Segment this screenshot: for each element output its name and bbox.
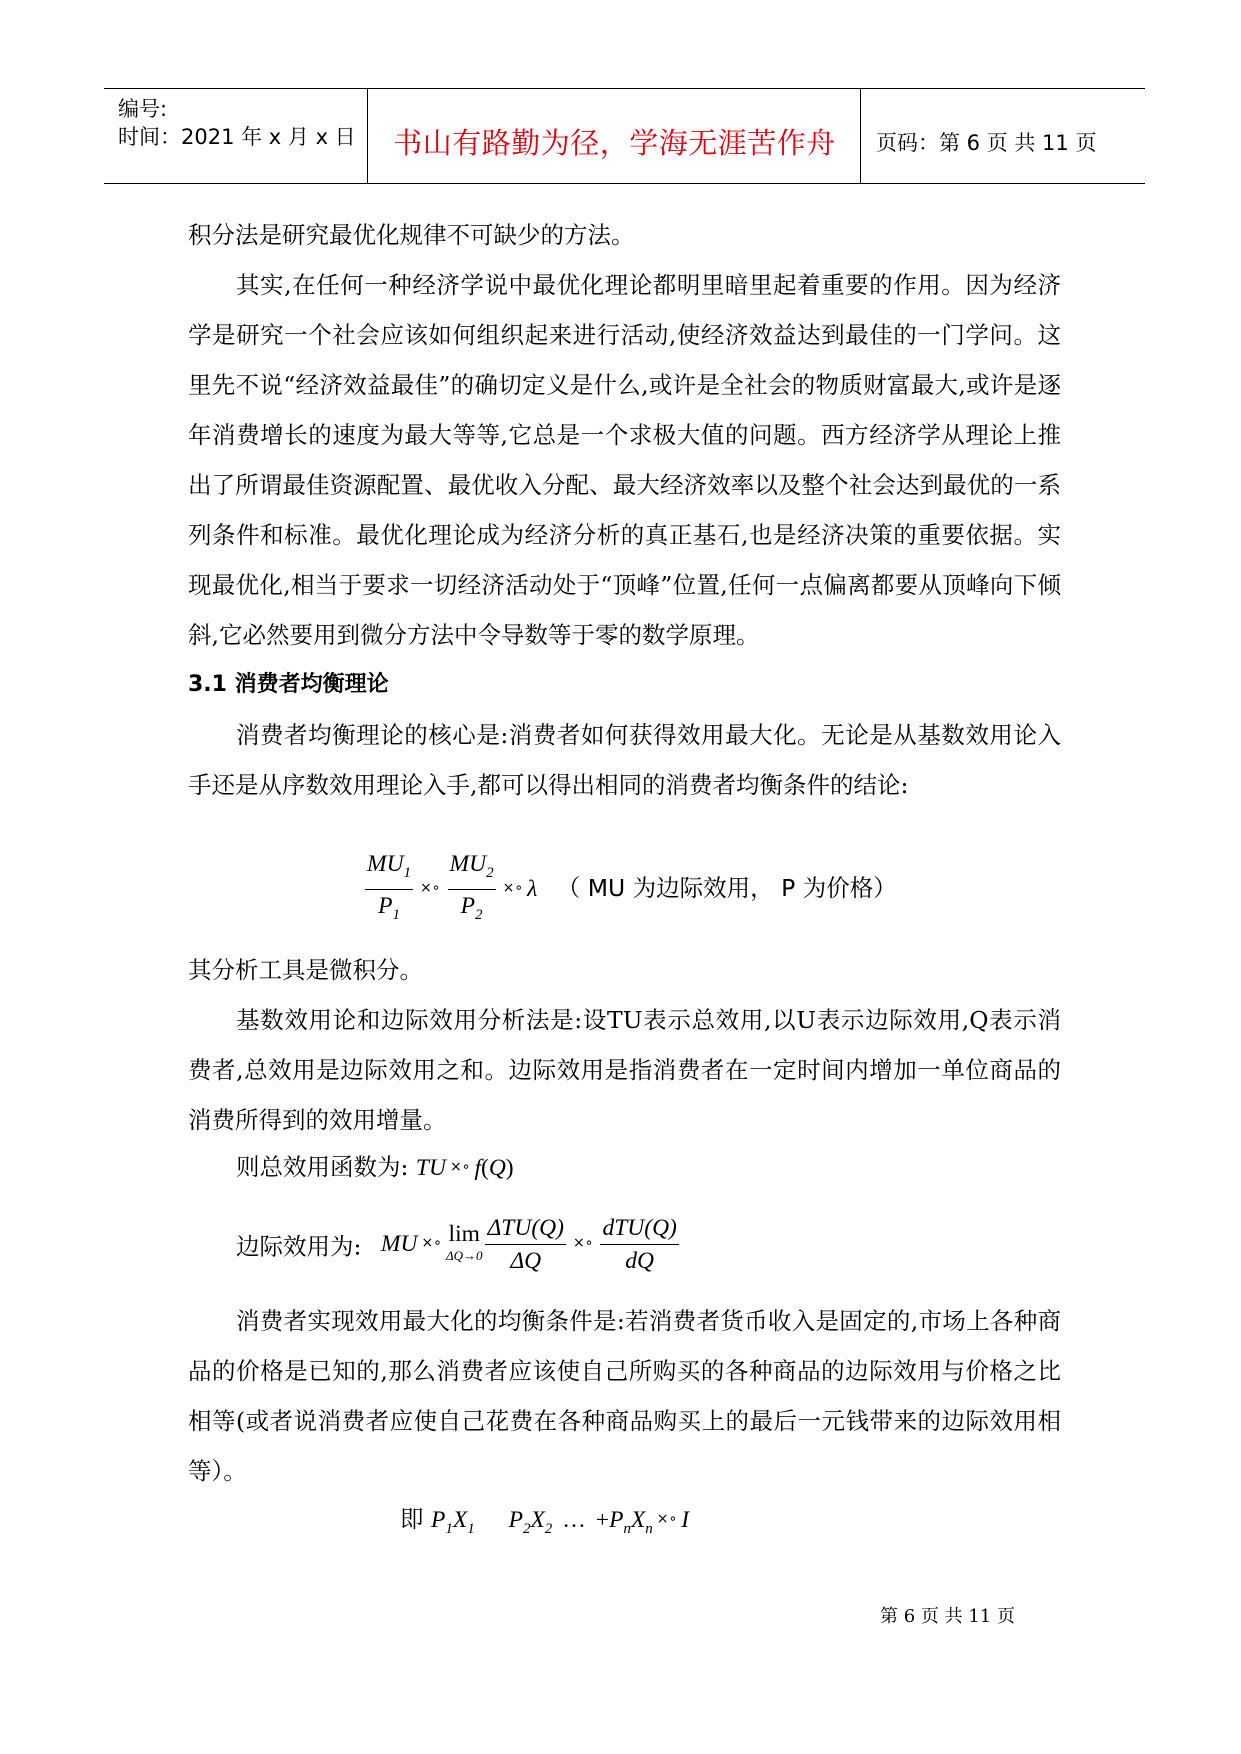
paragraph: 基数效用论和边际效用分析法是:设TU表示总效用,以U表示边际效用,Q表示消费者,总效用是边际效用之和。边际效用是指消费者在一定时间内增加一单位商品的消费所得到的效用增量。: [188, 1006, 1061, 1134]
section-heading: 3.1 消费者均衡理论: [188, 672, 389, 697]
header-meta: [104, 89, 368, 183]
motto: 书山有路勤为径，学海无涯苦作舟: [393, 126, 836, 160]
fraction: $\frac{\text{dTU(Q)}}{dQ}$: [600, 1212, 678, 1277]
document-body-3: [188, 1296, 1061, 1496]
fraction: $\frac{MU_2}{P_2}$: [448, 848, 496, 931]
paragraph: 消费者实现效用最大化的均衡条件是:若消费者货币收入是固定的,市场上各种商品的价格是已知的,那么消费者应该使自己所购买的各种商品的边际效用与价格之比相等(或者说消费者应使自己花费在各种商品购买上的最后一元钱带来的边际效用相等）。: [188, 1307, 1061, 1485]
equation-label: 则总效用函数为:: [236, 1153, 409, 1181]
equals-glyph: ×∘: [572, 1235, 594, 1251]
time-line: 时间：2021 年 x 月 x 日: [118, 125, 356, 149]
document-body: [188, 210, 1061, 810]
header-motto-cell: [369, 89, 861, 183]
equals-glyph: ×∘: [502, 880, 524, 896]
equation-total-utility: 则总效用函数为: TU ×∘ f(Q): [236, 1153, 514, 1181]
equation-equilibrium: $\frac{MU_1}{P_1}$ ×∘ $\frac{MU_2}{P_2}$ ×∘ λ （ MU 为边际效用， P 为价格）: [362, 848, 897, 931]
equals-glyph: ×∘: [421, 1235, 442, 1251]
equation-marginal-utility: 边际效用为: MU ×∘ lim ΔQ→0 $\frac{\text{ΔTU(Q)}}{\Delta Q}$ ×∘ $\frac{\text{dTU(Q)}}{dQ}$: [236, 1212, 682, 1277]
paragraph: 积分法是研究最优化规律不可缺少的方法。: [188, 221, 635, 249]
fraction: $\frac{\text{ΔTU(Q)}}{\Delta Q}$: [485, 1212, 565, 1277]
fraction: $\frac{MU_1}{P_1}$: [365, 848, 413, 931]
page-info: 页码：第 6 页 共 11 页: [876, 131, 1097, 155]
paragraph: 其实,在任何一种经济学说中最优化理论都明里暗里起着重要的作用。因为经济学是研究一个社会应该如何组织起来进行活动,使经济效益达到最佳的一门学问。这里先不说“经济效益最佳”的确切定义是什么,或许是全社会的物质财富最大,或许是逐年消费增长的速度为最大等等,它总是一个求极大值的问题。西方经济学从理论上推出了所谓最佳资源配置、最优收入分配、最大经济效率以及整个社会达到最优的一系列条件和标准。最优化理论成为经济分析的真正基石,也是经济决策的重要依据。实现最优化,相当于要求一切经济活动处于“顶峰”位置,任何一点偏离都要从顶峰向下倾斜,它必然要用到微分方法中令导数等于零的数学原理。: [188, 271, 1061, 649]
equation-label: 即: [400, 1505, 424, 1533]
paragraph: 消费者均衡理论的核心是:消费者如何获得效用最大化。无论是从基数效用论入手还是从序数效用理论入手,都可以得出相同的消费者均衡条件的结论:: [188, 721, 1061, 799]
page-header: [104, 88, 1145, 184]
equals-glyph: ×∘: [656, 1511, 678, 1527]
equation-note: （ MU 为边际效用， P 为价格）: [556, 874, 897, 902]
equals-glyph: ×∘: [449, 1159, 471, 1175]
limit: lim ΔQ→0: [445, 1220, 483, 1263]
equation-label: 边际效用为:: [236, 1232, 362, 1261]
equation-budget: 即 $P_1X_1$ $P_2X_2$ … $+P_nX_n\times\circ$ I: [400, 1505, 690, 1537]
header-page-cell: [862, 89, 1145, 183]
paragraph: 其分析工具是微积分。: [188, 956, 423, 984]
page-footer: 第 6 页 共 11 页: [880, 1606, 1015, 1627]
code-label: 编号:: [118, 97, 168, 121]
equals-glyph: ×∘: [420, 880, 441, 896]
document-body-2: [188, 945, 1061, 1145]
